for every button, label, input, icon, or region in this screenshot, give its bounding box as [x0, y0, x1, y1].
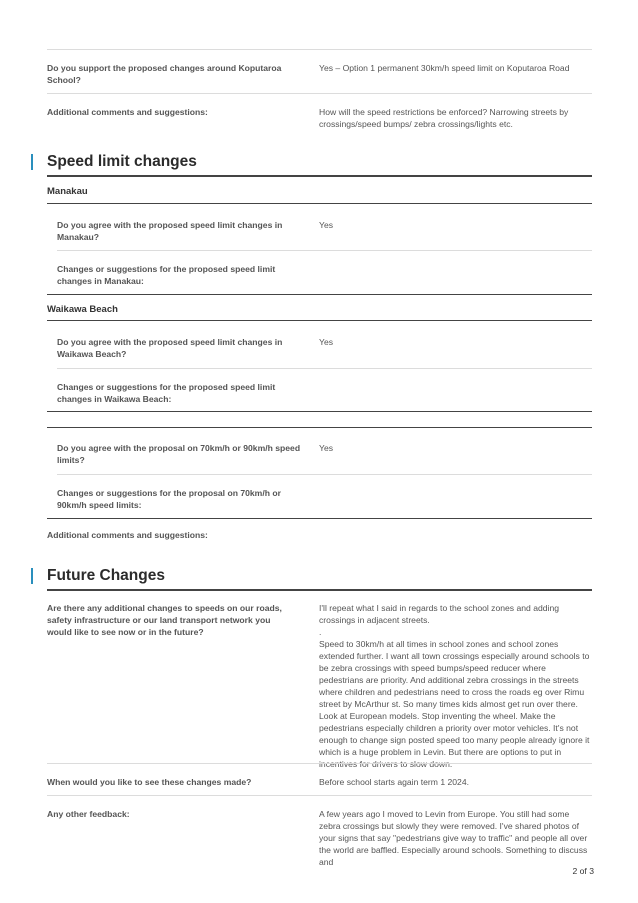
subsection-rule [47, 203, 592, 204]
subsection-rule [47, 411, 592, 412]
qa-row-future-when [47, 763, 592, 795]
answer-text: A few years ago I moved to Levin from Europe. You still had some zebra crossings but slowly they were removed. I've shared photos of your signs that say "pedestrians give way to traffic" and people all over the world are baffled. Especially around schools. Something to discuss and [319, 809, 588, 867]
question-text: When would you like to see these changes made? [47, 777, 252, 787]
subsection-rule [47, 320, 592, 321]
qa-row-manakau-suggestions [57, 250, 592, 294]
question-text: Do you agree with the proposed speed limit changes in Waikawa Beach? [57, 337, 283, 359]
question-text: Do you support the proposed changes around Koputaroa School? [47, 63, 282, 85]
qa-row-waikawa-suggestions [57, 368, 592, 412]
subsection-title-manakau: Manakau [47, 186, 88, 197]
question-text: Changes or suggestions for the proposed speed limit changes in Manakau: [57, 264, 276, 286]
qa-row-future-additional [47, 590, 592, 769]
question-text: Do you agree with the proposal on 70km/h or 90km/h speed limits? [57, 443, 301, 465]
subsection-rule [47, 294, 592, 295]
answer-paragraph: I'll repeat what I said in regards to the school zones and adding crossings in adjacent streets. [319, 603, 560, 625]
qa-row-manakau-agree [57, 207, 592, 251]
question-text: Any other feedback: [47, 809, 130, 819]
section-rule [47, 175, 592, 177]
answer-text: Yes [319, 443, 334, 453]
question-text: Are there any additional changes to speeds on our roads, safety infrastructure or our land transport network you would like to see now or in the future? [47, 603, 282, 637]
answer-text: Yes [319, 220, 334, 230]
answer-text [319, 602, 591, 770]
question-text: Changes or suggestions for the proposal on 70km/h or 90km/h speed limits: [57, 488, 281, 510]
answer-paragraph: Speed to 30km/h at all times in school zones and school zones extended further. I want all town crossings especially around schools to be zebra crossings with speed bumps/speed reducer where pedestrians are priority. And additional zebra crossings in the streets where children and pedestrians need to cross the roads eg over Rimu street by McArthur st. So many times kids almost get run over there. Look at European models. Stop inventing the wheel. Make the pedestrians especially children a priority over motor vehicles. It's not enough to change sign posted speed too many people already ignore it which is a huge problem in Levin. But there are options to put in incentives for drivers to slow down. [319, 639, 590, 769]
section-accent-bar [31, 568, 33, 584]
qa-row-rural-suggestions [57, 474, 592, 518]
question-text: Do you agree with the proposed speed limit changes in Manakau? [57, 220, 283, 242]
qa-row-waikawa-agree [57, 324, 592, 368]
subsection-rule [47, 518, 592, 519]
question-text: Changes or suggestions for the proposed speed limit changes in Waikawa Beach: [57, 382, 276, 404]
qa-row-rural-agree [57, 430, 592, 474]
section-title-future: Future Changes [47, 567, 165, 584]
answer-text: Before school starts again term 1 2024. [319, 777, 469, 787]
answer-text: How will the speed restrictions be enforced? Narrowing streets by crossings/speed bumps/ zebra crossings/lights etc. [319, 107, 569, 129]
page-number: 2 of 3 [572, 866, 594, 876]
qa-row-future-feedback [47, 795, 592, 867]
additional-comments-label: Additional comments and suggestions: [47, 530, 208, 540]
qa-row-koputaroa-comments [47, 93, 592, 139]
section-accent-bar [31, 154, 33, 170]
qa-row-koputaroa-support [47, 49, 592, 93]
question-text: Additional comments and suggestions: [47, 107, 208, 117]
section-title-speed-limit: Speed limit changes [47, 153, 197, 170]
answer-text: Yes – Option 1 permanent 30km/h speed limit on Koputaroa Road [319, 63, 570, 73]
answer-text: Yes [319, 337, 334, 347]
subsection-rule [47, 427, 592, 428]
answer-paragraph: . [319, 627, 322, 637]
subsection-title-waikawa: Waikawa Beach [47, 304, 118, 315]
